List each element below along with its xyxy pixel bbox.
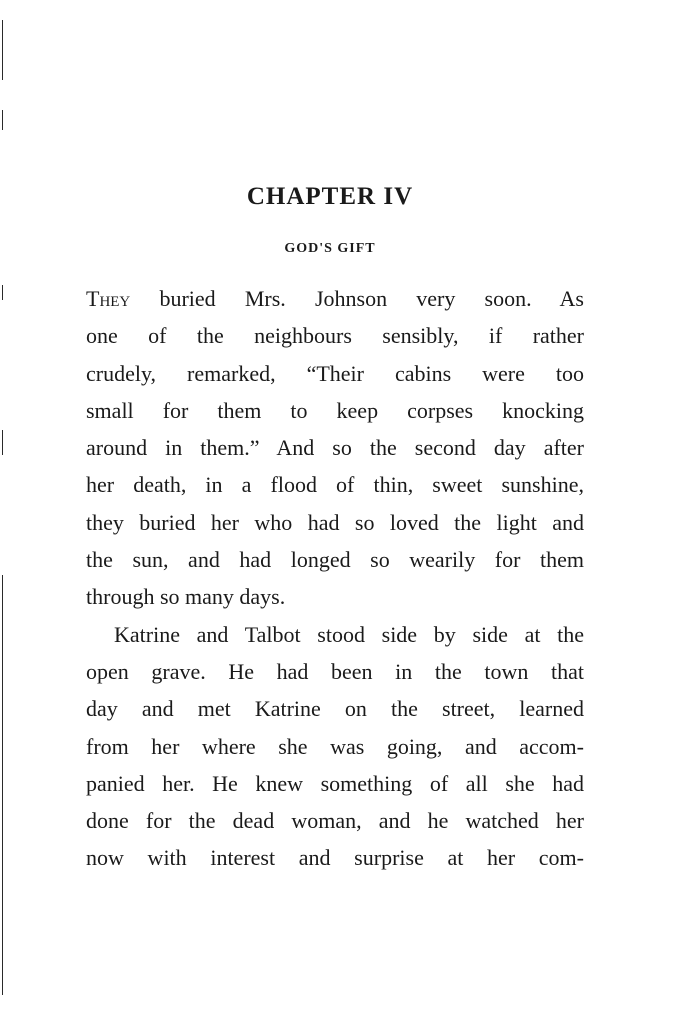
chapter-heading: CHAPTER IV xyxy=(246,183,414,210)
scan-edge-mark xyxy=(2,20,3,80)
paragraph-2 xyxy=(86,616,584,877)
text-line: open grave. He had been in the town that xyxy=(86,658,584,684)
text-line: crudely, remarked, “Their cabins were too xyxy=(86,360,584,386)
text-line: around in them.” And so the second day after xyxy=(86,435,584,461)
scan-edge-mark xyxy=(2,430,3,455)
scan-edge-mark xyxy=(2,575,3,995)
text-line: now with interest and surprise at her com- xyxy=(86,845,584,871)
lead-word: They xyxy=(86,286,131,311)
text-line: Katrine and Talbot stood side by side at the xyxy=(114,621,584,647)
text-line: small for them to keep corpses knocking xyxy=(86,397,584,423)
text-line: her death, in a flood of thin, sweet sunshine, xyxy=(86,472,584,498)
body-text xyxy=(86,280,584,877)
text-line: panied her. He knew something of all she had xyxy=(86,770,584,796)
text-line: they buried her who had so loved the light and xyxy=(86,509,584,535)
text-line: from her where she was going, and accom- xyxy=(86,733,584,759)
text-line: the sun, and had longed so wearily for them xyxy=(86,547,584,573)
text-line: done for the dead woman, and he watched her xyxy=(86,808,584,834)
scan-edge-mark xyxy=(2,285,3,300)
text-line: day and met Katrine on the street, learned xyxy=(86,696,584,722)
text-line: They buried Mrs. Johnson very soon. As xyxy=(86,286,584,311)
scan-edge-mark xyxy=(2,110,3,130)
paragraph-1 xyxy=(86,280,584,616)
text-line: one of the neighbours sensibly, if rather xyxy=(86,323,584,349)
text-line: through so many days. xyxy=(86,584,286,610)
chapter-subtitle: GOD'S GIFT xyxy=(284,241,376,256)
